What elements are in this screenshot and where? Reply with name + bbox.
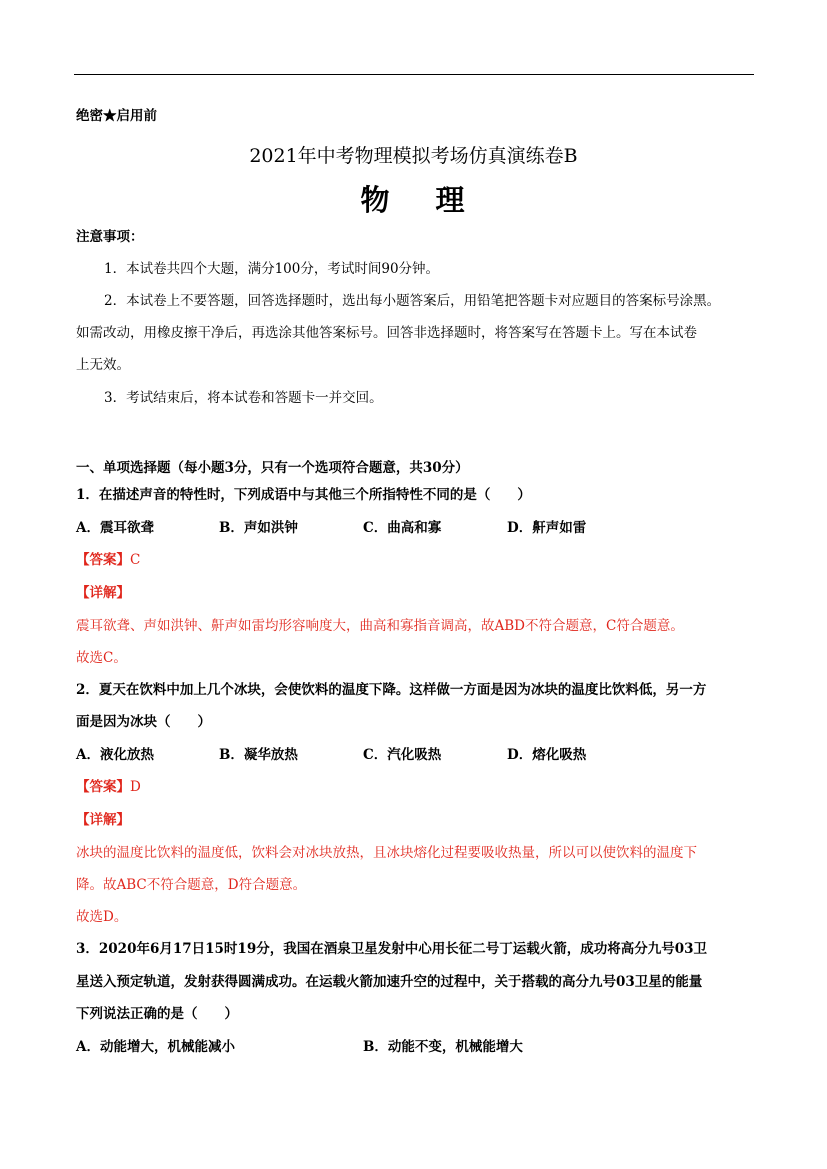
exam-title: 2021年中考物理模拟考场仿真演练卷B	[249, 145, 578, 167]
q1-detail-text: 震耳欲聋、声如洪钟、鼾声如雷均形容响度大，曲高和寡指音调高，故ABD不符合题意，C符合题意。	[76, 618, 684, 634]
q1-answer-label: 【答案】	[76, 552, 130, 568]
notice-item-1: 1．本试卷共四个大题，满分100分，考试时间90分钟。	[104, 261, 440, 277]
notice-item-2: 2．本试卷上不要答题，回答选择题时，选出每小题答案后，用铅笔把答题卡对应题目的答案标号涂黑。	[104, 293, 721, 309]
header-rule	[74, 74, 754, 75]
q2-detail-text-cont: 降。故ABC不符合题意，D符合题意。	[76, 877, 307, 893]
notice-heading: 注意事项：	[76, 229, 144, 245]
q3-stem-end: 下列说法正确的是（ ）	[76, 1006, 238, 1022]
q1-conclusion: 故选C。	[76, 650, 127, 666]
q2-answer-value: D	[130, 779, 141, 795]
q3-stem: 3．2020年6月17日15时19分，我国在酒泉卫星发射中心用长征二号丁运载火箭，成功将高分九号03卫	[76, 941, 708, 957]
q1-stem: 1．在描述声音的特性时，下列成语中与其他三个所指特性不同的是（ ）	[76, 487, 531, 503]
q2-detail-text: 冰块的温度比饮料的温度低，饮料会对冰块放热，且冰块熔化过程要吸收热量，所以可以使饮料的温度下	[76, 845, 697, 861]
q1-option-d: D．鼾声如雷	[507, 520, 587, 536]
subject-title	[0, 180, 827, 220]
q2-option-b: B．凝华放热	[219, 747, 298, 763]
q1-option-c: C．曲高和寡	[363, 520, 442, 536]
q2-option-d: D．熔化吸热	[507, 747, 587, 763]
q2-option-a: A．液化放热	[76, 747, 154, 763]
notice-item-2-end: 上无效。	[76, 357, 130, 373]
q3-option-b: B．动能不变，机械能增大	[363, 1039, 523, 1055]
notice-item-2-cont: 如需改动，用橡皮擦干净后，再选涂其他答案标号。回答非选择题时，将答案写在答题卡上。写在本试卷	[76, 325, 697, 341]
subject-char-1: 物	[360, 183, 392, 217]
q2-answer	[76, 778, 141, 796]
q1-option-a: A．震耳欲聋	[76, 520, 154, 536]
q2-option-c: C．汽化吸热	[363, 747, 442, 763]
secret-label: 绝密★启用前	[76, 108, 157, 124]
q2-stem-cont: 面是因为冰块（ ）	[76, 714, 211, 730]
q3-option-a: A．动能增大，机械能减小	[76, 1039, 235, 1055]
q2-detail-label: 【详解】	[76, 812, 130, 828]
q1-option-b: B．声如洪钟	[219, 520, 298, 536]
q1-answer-value: C	[130, 552, 141, 568]
subject-char-2: 理	[435, 183, 467, 217]
q2-stem: 2．夏天在饮料中加上几个冰块，会使饮料的温度下降。这样做一方面是因为冰块的温度比饮料低，另一方	[76, 682, 707, 698]
q2-conclusion: 故选D。	[76, 909, 128, 925]
q1-detail-label: 【详解】	[76, 585, 130, 601]
section-heading: 一、单项选择题（每小题3分，只有一个选项符合题意，共30分）	[76, 460, 469, 476]
q1-answer	[76, 551, 140, 569]
q2-answer-label: 【答案】	[76, 779, 130, 795]
notice-item-3: 3．考试结束后，将本试卷和答题卡一并交回。	[104, 390, 383, 406]
q3-stem-cont: 星送入预定轨道，发射获得圆满成功。在运载火箭加速升空的过程中，关于搭载的高分九号03卫星的能量	[76, 974, 703, 990]
